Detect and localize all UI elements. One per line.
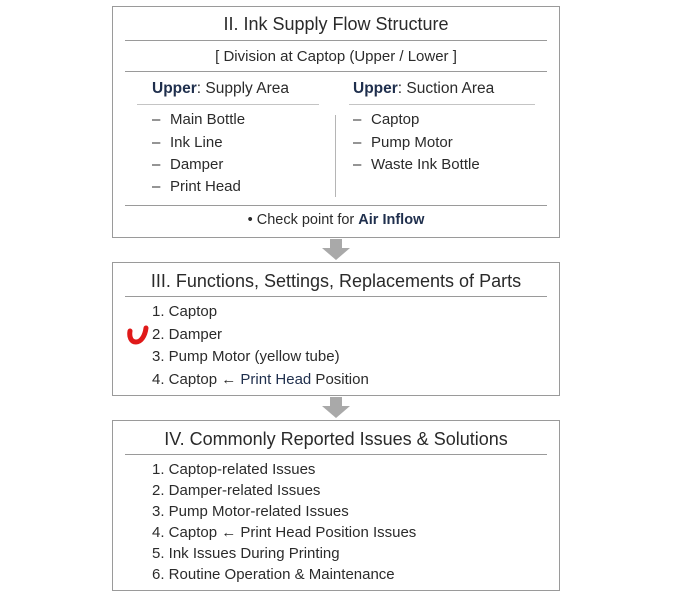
section-subtitle: [ Division at Captop (Upper / Lower ]	[215, 48, 457, 65]
list-item: 2. Damper-related Issues	[152, 482, 321, 499]
list-item: – Ink Line	[152, 134, 223, 151]
list-item: 6. Routine Operation & Maintenance	[152, 566, 395, 583]
section-common-issues	[112, 420, 560, 591]
list-item: 4. Captop ← Print Head Position	[152, 370, 369, 388]
dash-icon: –	[353, 156, 362, 173]
list-item: – Print Head	[152, 178, 241, 195]
list-item: 3. Pump Motor-related Issues	[152, 503, 349, 520]
divider	[125, 205, 547, 206]
list-item: – Waste Ink Bottle	[353, 156, 480, 173]
dash-icon: –	[353, 111, 362, 128]
divider	[125, 71, 547, 72]
divider	[125, 40, 547, 41]
section-ink-supply-flow	[112, 6, 560, 238]
list-item: – Main Bottle	[152, 111, 246, 128]
check-mark-icon	[126, 325, 150, 345]
dash-icon: –	[152, 111, 161, 128]
supply-area-label-bold: Upper	[152, 80, 197, 97]
section-title: II. Ink Supply Flow Structure	[223, 14, 449, 34]
divider	[125, 454, 547, 455]
list-item: 2. Damper	[152, 325, 223, 343]
down-arrow-icon	[321, 239, 351, 261]
suction-area-label-bold: Upper	[353, 80, 398, 97]
supply-area-label-rest: : Supply Area	[196, 80, 289, 97]
down-arrow-icon	[321, 397, 351, 419]
divider	[125, 296, 547, 297]
list-item: – Damper	[152, 156, 224, 173]
suction-area-header	[353, 80, 494, 98]
divider	[137, 104, 319, 105]
suction-area-label-rest: : Suction Area	[397, 80, 495, 97]
parts-list	[152, 301, 369, 391]
list-item: 1. Captop	[152, 303, 218, 320]
section-functions-settings	[112, 262, 560, 396]
divider	[349, 104, 535, 105]
checkpoint-highlight: Air Inflow	[358, 212, 425, 228]
dash-icon: –	[353, 134, 362, 151]
list-item: – Pump Motor	[353, 134, 453, 151]
list-item: 3. Pump Motor (yellow tube)	[152, 348, 340, 365]
column-divider	[335, 115, 336, 197]
supply-area-header	[152, 80, 289, 98]
issues-list	[152, 459, 416, 585]
checkpoint-text: Check point for	[256, 212, 355, 228]
list-item: – Captop	[353, 111, 420, 128]
section-title: IV. Commonly Reported Issues & Solutions	[164, 429, 508, 449]
section-title: III. Functions, Settings, Replacements of Parts	[150, 271, 522, 291]
list-item: 4. Captop ← Print Head Position Issues	[152, 524, 417, 541]
dash-icon: –	[152, 156, 161, 173]
list-item: 5. Ink Issues During Printing	[152, 545, 340, 562]
dash-icon: –	[152, 178, 161, 195]
checkpoint-note	[113, 212, 559, 228]
print-head-highlight: Print Head	[240, 370, 312, 388]
dash-icon: –	[152, 134, 161, 151]
bullet-icon: •	[247, 212, 253, 228]
list-item: 1. Captop-related Issues	[152, 461, 316, 478]
